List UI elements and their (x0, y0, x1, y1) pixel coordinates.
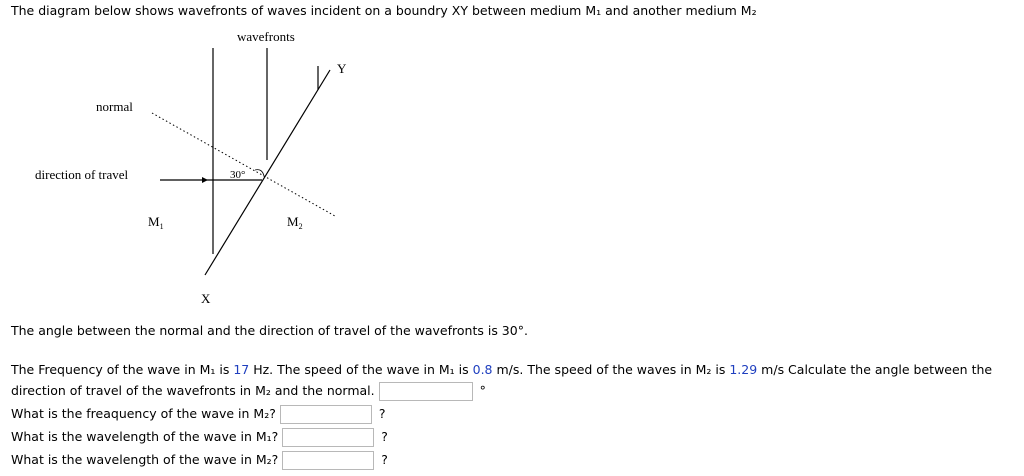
normal-line (152, 113, 335, 216)
wavelength-m1-unit: ? (381, 429, 388, 444)
question-wavelength-m2-label: What is the wavelength of the wave in M₂? (11, 452, 279, 467)
question-frequency-label: What is the freaquency of the wave in M₂? (11, 406, 276, 421)
speed-m1-value: 0.8 (472, 362, 493, 377)
frequency-value: 17 (233, 362, 250, 377)
speed-m2-value: 1.29 (729, 362, 758, 377)
frequency-unit: ? (378, 406, 386, 421)
angle-answer-input[interactable] (379, 382, 473, 401)
label-x: X (201, 291, 211, 306)
wavelength-m2-input[interactable] (282, 451, 374, 470)
label-angle: 30° (230, 169, 246, 181)
direction-arrow-head (202, 177, 208, 183)
problem-line-1: The Frequency of the wave in M₁ is 17 Hz. The speed of the wave in M₁ is 0.8 m/s. The speed of the waves in M₂ is 1.29 m/s Calculate the angle between the (11, 362, 993, 377)
label-y: Y (337, 61, 347, 76)
question-wavelength-m1-label: What is the wavelength of the wave in M₁? (11, 429, 279, 444)
wavelength-m2-unit: ? (381, 452, 388, 467)
intro-text: The diagram below shows wavefronts of waves incident on a boundry XY between medium M₁ and another medium M₂ (11, 3, 757, 18)
label-normal: normal (96, 99, 133, 114)
question-row-wavelength-m2 (11, 451, 388, 470)
question-row-wavelength-m1 (11, 428, 388, 447)
angle-unit: ° (479, 383, 486, 398)
wavelength-m1-input[interactable] (282, 428, 374, 447)
wavefront-diagram (0, 18, 380, 318)
angle-statement: The angle between the normal and the direction of travel of the wavefronts is 30°. (11, 323, 528, 338)
label-m2: $M_2$ (287, 214, 303, 231)
label-m1: $M_1$ (148, 214, 164, 231)
frequency-m2-input[interactable] (280, 405, 372, 424)
problem-line-2: direction of travel of the wavefronts in M₂ and the normal. ° (11, 382, 486, 401)
label-direction-of-travel: direction of travel (35, 167, 129, 182)
angle-arc (255, 170, 264, 176)
label-wavefronts: wavefronts (237, 29, 295, 44)
question-row-frequency (11, 405, 385, 424)
